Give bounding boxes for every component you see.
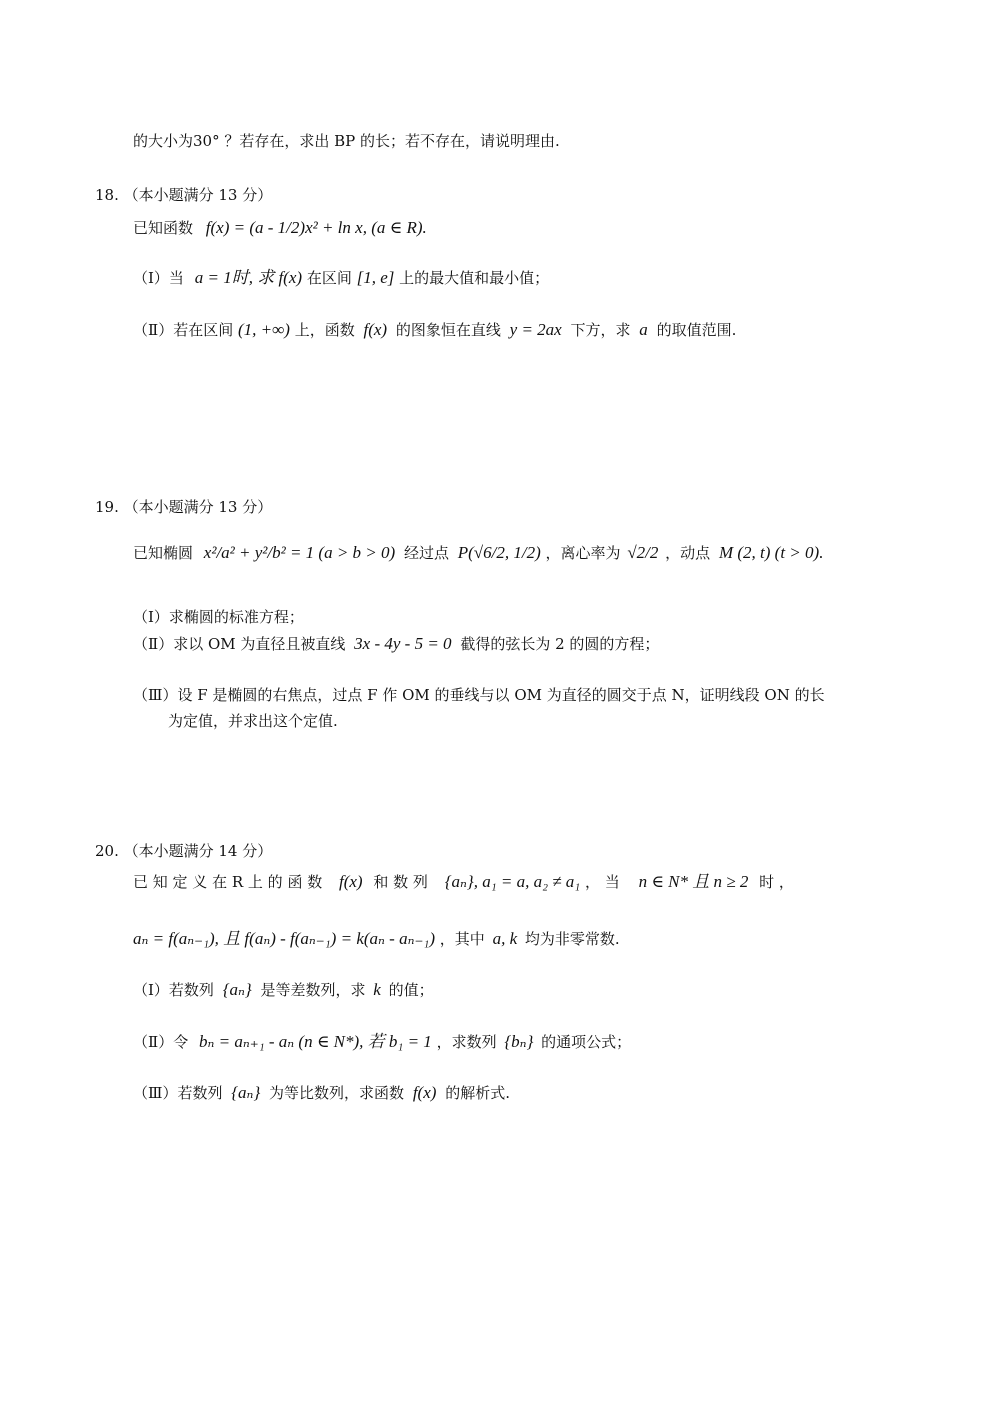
q20-part2-formula: bₙ = aₙ₊₁ - aₙ (n ∈ N*), 若 b₁ = 1 (198, 1032, 432, 1051)
q19-stem-ellipse: x²/a² + y²/b² = 1 (a > b > 0) (203, 543, 396, 562)
q20-stem-recurrence: aₙ = f(aₙ₋₁), 且 f(aₙ) - f(aₙ₋₁) = k(aₙ - aₙ₋₁) (133, 929, 436, 948)
q19-header: 19. （本小题满分 13 分） (95, 498, 273, 516)
q20-stem-cond: n ∈ N* 且 n ≥ 2 (638, 872, 749, 891)
q18-part2-fx: f(x) (363, 320, 388, 339)
q19-stem-ecc: √2/2 (627, 543, 659, 562)
continuation-line: 的大小为30° ？若存在，求出 BP 的长；若不存在，请说明理由. (133, 132, 560, 150)
q20-part1-label: （Ⅰ）若数列 (133, 981, 214, 999)
q19-stem-mid3: ，动点 (665, 544, 711, 562)
q18-part2-interval: (1, +∞) (237, 320, 290, 339)
q19-part2-end: 截得的弦长为 2 的圆的方程； (460, 635, 660, 653)
q20-stem-line2 (133, 929, 620, 949)
q20-part3 (133, 1083, 510, 1103)
q18-part1-end: 上的最大值和最小值； (399, 269, 550, 287)
q20-part3-fx: f(x) (412, 1083, 437, 1102)
q18-part2-end: 的取值范围. (656, 321, 737, 339)
q20-stem-seq: {aₙ}, a₁ = a, a₂ ≠ a₁ (444, 872, 581, 891)
q18-part1-label: （Ⅰ）当 (133, 269, 184, 287)
q20-part2-seq: {bₙ} (504, 1032, 534, 1051)
q20-stem-line2-mid: ，其中 (439, 930, 485, 948)
q18-part2-label: （Ⅱ）若在区间 (133, 321, 234, 339)
q18-part1-mid: 在区间 (306, 269, 352, 287)
q20-stem-text4: 时 ， (759, 873, 794, 891)
q18-part2-a: a (639, 320, 648, 339)
q20-stem-text2: 和 数 列 (373, 873, 428, 891)
q20-part1-mid: 是等差数列，求 (260, 981, 366, 999)
q20-part1 (133, 980, 434, 1000)
q19-part1: （Ⅰ）求椭圆的标准方程； (133, 608, 304, 626)
q20-part1-end: 的值； (388, 981, 434, 999)
q20-stem-text3: ， 当 (585, 873, 620, 891)
q20-part3-label: （Ⅲ）若数列 (133, 1084, 223, 1102)
q20-part2-mid: ，求数列 (436, 1033, 497, 1051)
q19-part2-line: 3x - 4y - 5 = 0 (354, 634, 452, 653)
q18-part1-formula: a = 1时, 求 f(x) (194, 268, 303, 287)
q18-part1 (133, 268, 549, 288)
q19-part3-line1: （Ⅲ）设 F 是椭圆的右焦点，过点 F 作 OM 的垂线与以 OM 为直径的圆交于点 N，证明线段 ON 的长 (133, 686, 825, 704)
q18-part2-line: y = 2ax (509, 320, 562, 339)
q20-stem-text1: 已 知 定 义 在 R 上 的 函 数 (133, 873, 323, 891)
q18-part2-mid2: 的图象恒在直线 (395, 321, 501, 339)
q19-stem (133, 543, 823, 563)
q18-header: 18. （本小题满分 13 分） (95, 186, 273, 204)
q18-part2-mid: 上，函数 (294, 321, 355, 339)
q19-stem-point: P(√6/2, 1/2) (457, 543, 541, 562)
q18-stem-formula: f(x) = (a - 1/2)x² + ln x, (a ∈ R). (205, 218, 427, 237)
q20-part2-end: 的通项公式； (541, 1033, 632, 1051)
q18-part1-interval: [1, e] (356, 268, 395, 287)
q20-stem-line2-ak: a, k (492, 929, 518, 948)
q20-part1-k: k (373, 980, 381, 999)
q20-stem-fx: f(x) (339, 872, 363, 891)
q20-stem-line2-end: 均为非零常数. (524, 930, 620, 948)
q18-part2 (133, 320, 736, 340)
q20-part3-mid: 为等比数列，求函数 (269, 1084, 405, 1102)
q18-stem (133, 218, 427, 238)
q19-part2-label: （Ⅱ）求以 OM 为直径且被直线 (133, 635, 346, 653)
q19-stem-mid: 经过点 (403, 544, 449, 562)
q19-stem-text: 已知椭圆 (133, 544, 194, 562)
q20-part3-end: 的解析式. (445, 1084, 510, 1102)
q20-stem-line1 (133, 872, 794, 892)
q20-header: 20. （本小题满分 14 分） (95, 842, 273, 860)
q20-part1-seq: {aₙ} (222, 980, 252, 999)
q20-part3-seq: {aₙ} (231, 1083, 261, 1102)
q19-stem-mid2: ，离心率为 (545, 544, 621, 562)
q18-stem-text: 已知函数 (133, 219, 194, 237)
q20-part2 (133, 1032, 631, 1052)
q19-part3-line2: 为定值，并求出这个定值. (168, 712, 338, 730)
q19-stem-M: M (2, t) (t > 0). (718, 543, 824, 562)
q19-part2 (133, 634, 659, 654)
q20-part2-label: （Ⅱ）令 (133, 1033, 189, 1051)
q18-part2-mid3: 下方，求 (570, 321, 631, 339)
